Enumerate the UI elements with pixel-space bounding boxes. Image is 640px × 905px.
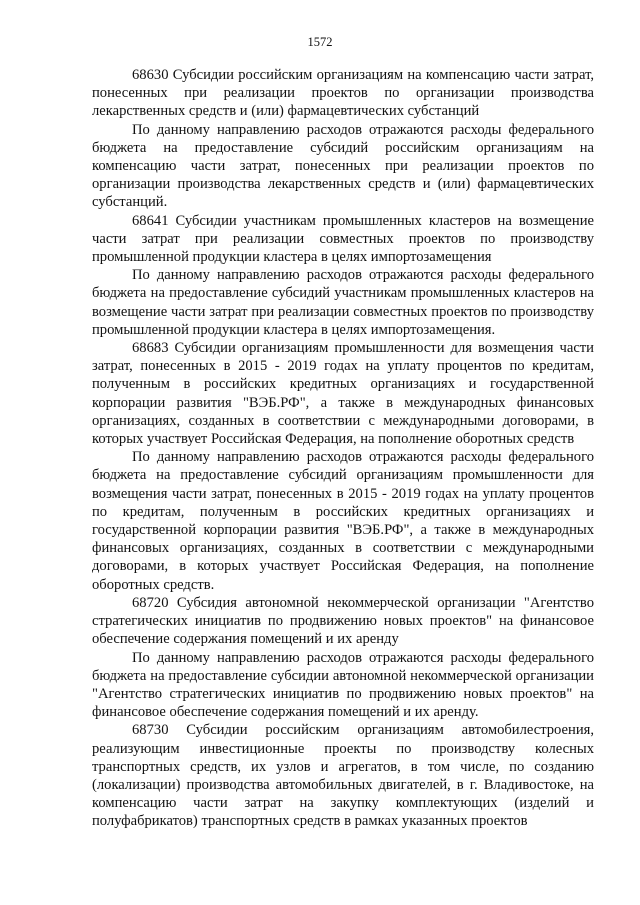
budget-item-68630: 68630 Субсидии российским организациям на компенсацию части затрат, понесенных при реализации проектов по организации производства лекарственных средств и (или) фармацевтических субстанций	[92, 67, 594, 120]
budget-item-68720-description: По данному направлению расходов отражаются расходы федерального бюджета на предоставление субсидии автономной некоммерческой организации "Агентство стратегических инициатив по продвижению новых проектов" на финансовое обеспечение содержания помещений и их аренду.	[92, 649, 594, 721]
document-body	[92, 66, 594, 831]
budget-item-68683: 68683 Субсидии организациям промышленности для возмещения части затрат, понесенных в 2015 - 2019 годах на уплату процентов по кредитам, полученным в российских кредитных организациях и государственной корпорации развития "ВЭБ.РФ", а также в международных финансовых организациях, созданных в соответствии с международными договорами, в которых участвует Российская Федерация, на пополнение оборотных средств	[92, 340, 594, 448]
budget-item-68730: 68730 Субсидии российским организациям автомобилестроения, реализующим инвестиционные проекты по производству колесных транспортных средств, их узлов и агрегатов, в том числе, по созданию (локализации) производства автомобильных двигателей, в г. Владивостоке, на компенсацию части затрат на закупку комплектующих (изделий и полуфабрикатов) транспортных средств в рамках указанных проектов	[92, 722, 594, 830]
budget-item-68630-description: По данному направлению расходов отражаются расходы федерального бюджета на предоставление субсидий российским организациям на компенсацию части затрат, понесенных при реализации проектов по организации производства лекарственных средств и (или) фармацевтических субстанций.	[92, 121, 594, 211]
budget-item-68720: 68720 Субсидия автономной некоммерческой организации "Агентство стратегических инициатив по продвижению новых проектов" на финансовое обеспечение содержания помещений и их аренду	[92, 594, 594, 648]
page-number: 1572	[307, 35, 333, 49]
budget-item-68641-description: По данному направлению расходов отражаются расходы федерального бюджета на предоставление субсидий участникам промышленных кластеров на возмещение части затрат при реализации совместных проектов по производству промышленной продукции кластера в целях импортозамещения.	[92, 267, 594, 338]
budget-item-68641: 68641 Субсидии участникам промышленных кластеров на возмещение части затрат при реализации совместных проектов по производству промышленной продукции кластера в целях импортозамещения	[92, 212, 594, 266]
budget-item-68683-description: По данному направлению расходов отражаются расходы федерального бюджета на предоставление субсидий организациям промышленности для возмещения части затрат, понесенных в 2015 - 2019 годах на уплату процентов по кредитам, полученным в российских кредитных организациях и государственной корпорации развития "ВЭБ.РФ", а также в международных финансовых организациях, созданных в соответствии с международными договорами, в которых участвует Российская Федерация, на пополнение оборотных средств.	[92, 449, 594, 593]
